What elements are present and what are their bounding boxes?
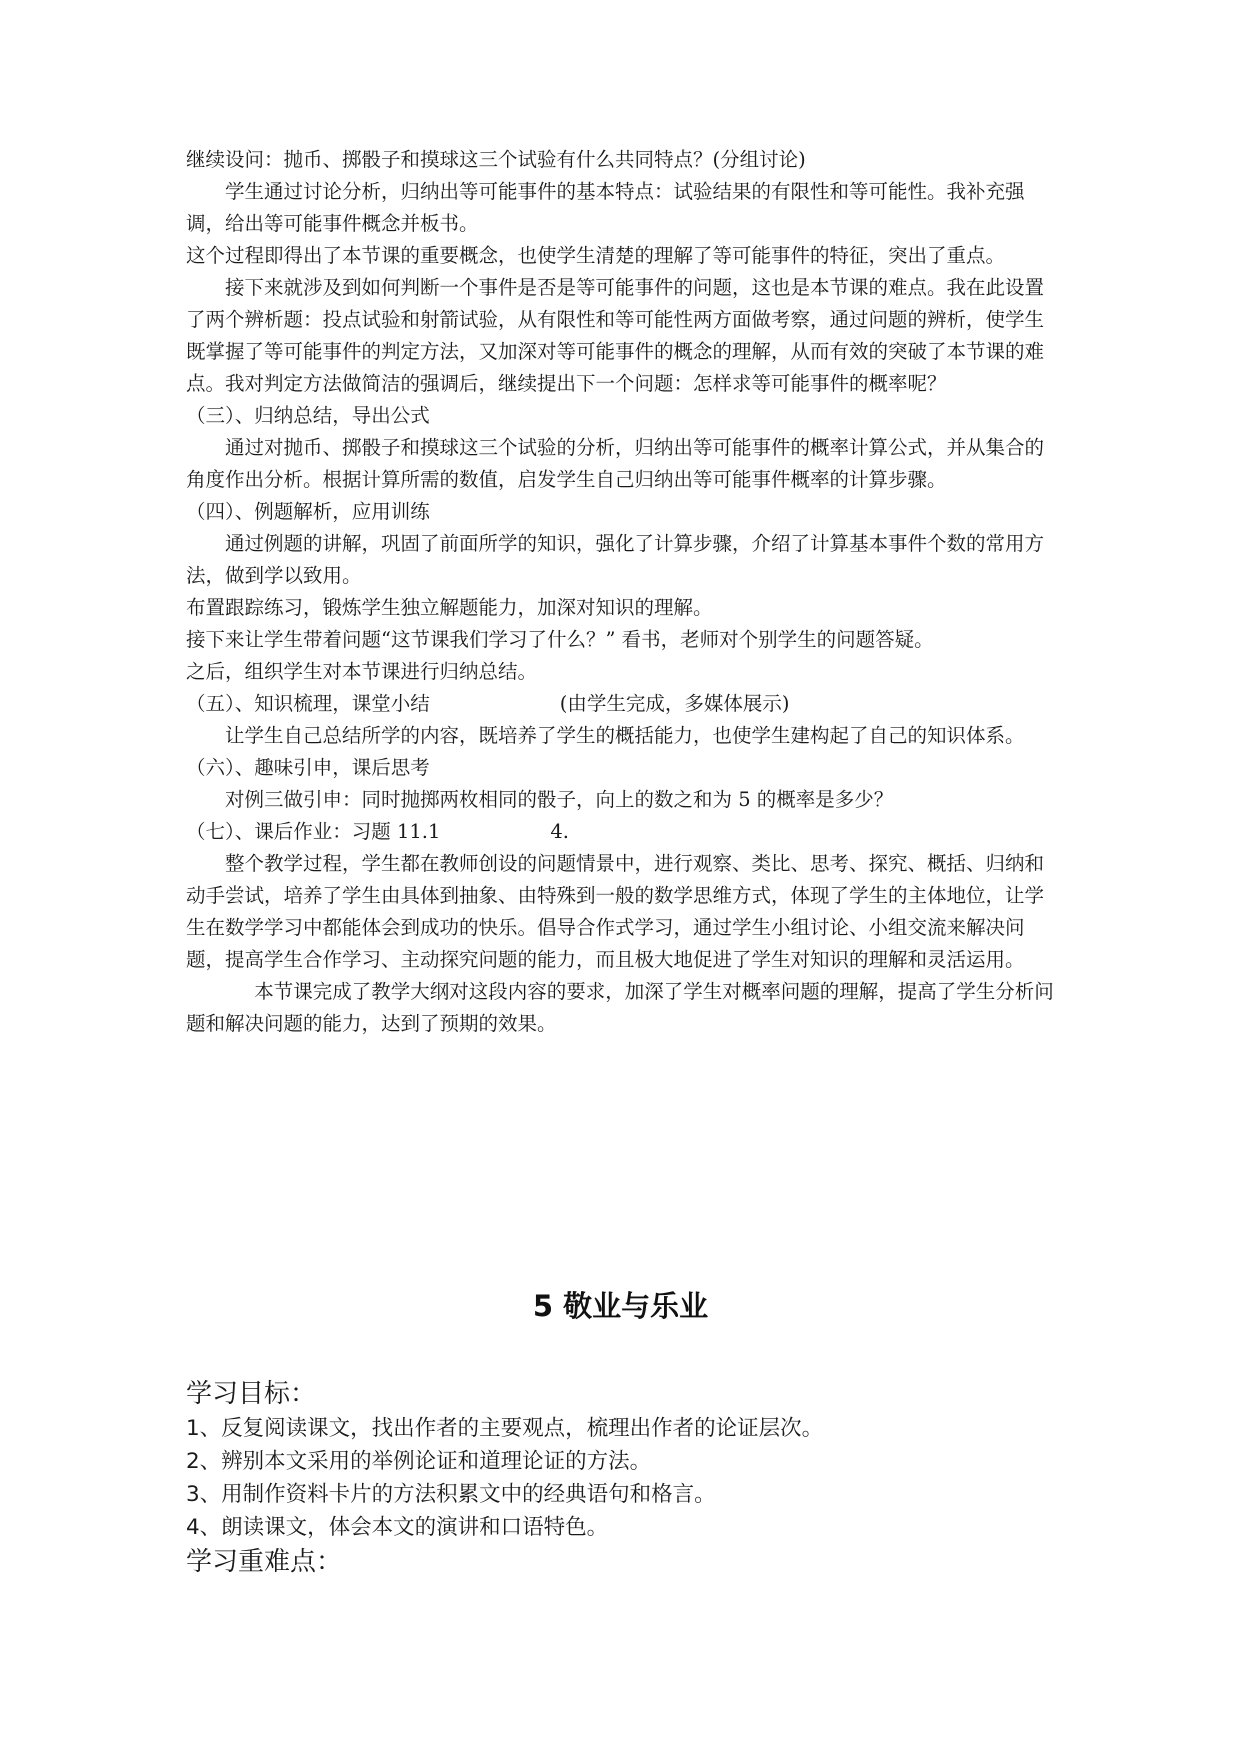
goal-item: 4、朗读课文，体会本文的演讲和口语特色。: [186, 1515, 609, 1540]
paragraph: 对例三做引申：同时抛掷两枚相同的骰子，向上的数之和为 5 的概率是多少？: [225, 788, 894, 811]
paragraph: 接下来让学生带着问题“这节课我们学习了什么？” 看书，老师对个别学生的问题答疑。: [186, 628, 934, 651]
lesson-reflection-text: [186, 144, 1056, 1040]
goal-item: 1、反复阅读课文，找出作者的主要观点，梳理出作者的论证层次。: [186, 1416, 824, 1441]
study-goals-section: [186, 1376, 1066, 1580]
section-heading: （三）、归纳总结，导出公式: [186, 404, 430, 427]
paragraph: 继续设问：抛币、掷骰子和摸球这三个试验有什么共同特点？(分组讨论): [186, 148, 806, 171]
homework-label: （七）、课后作业：习题 11.1: [186, 820, 441, 843]
section-title: （五）、知识梳理，课堂小结: [186, 692, 430, 715]
key-points-heading: 学习重难点：: [186, 1547, 343, 1577]
lesson-title: 5 敬业与乐业: [532, 1289, 709, 1323]
section-note: (由学生完成，多媒体展示): [559, 692, 790, 715]
section-heading: （四）、例题解析，应用训练: [186, 500, 430, 523]
section-heading: （六）、趣味引申，课后思考: [186, 756, 430, 779]
goal-item: 3、用制作资料卡片的方法积累文中的经典语句和格言。: [186, 1482, 716, 1507]
paragraph: 这个过程即得出了本节课的重要概念，也使学生清楚的理解了等可能事件的特征，突出了重点。: [186, 244, 1006, 267]
paragraph: 通过对抛币、掷骰子和摸球这三个试验的分析，归纳出等可能事件的概率计算公式，并从集合的角度作出分析。根据计算所需的数值，启发学生自己归纳出等可能事件概率的计算步骤。: [186, 436, 1045, 491]
paragraph: 让学生自己总结所学的内容，既培养了学生的概括能力，也使学生建构起了自己的知识体系。: [225, 724, 1025, 747]
section-heading: [186, 688, 1056, 720]
paragraph: 布置跟踪练习，锻炼学生独立解题能力，加深对知识的理解。: [186, 596, 713, 619]
paragraph: 本节课完成了教学大纲对这段内容的要求，加深了学生对概率问题的理解，提高了学生分析问题和解决问题的能力，达到了预期的效果。: [186, 980, 1054, 1035]
homework-number: 4.: [550, 820, 569, 843]
paragraph: 接下来就涉及到如何判断一个事件是否是等可能事件的问题，这也是本节课的难点。我在此设置了两个辨析题：投点试验和射箭试验，从有限性和等可能性两方面做考察，通过问题的辨析，使学生既掌握了等可能事件的判定方法，又加深对等可能事件的概念的理解，从而有效的突破了本节课的难点。我对判定方法做简洁的强调后，继续提出下一个问题：怎样求等可能事件的概率呢？: [186, 276, 1045, 395]
goal-item: 2、辨别本文采用的举例论证和道理论证的方法。: [186, 1449, 652, 1474]
paragraph: 学生通过讨论分析，归纳出等可能事件的基本特点：试验结果的有限性和等可能性。我补充强调，给出等可能事件概念并板书。: [186, 180, 1025, 235]
section-heading: [186, 816, 1056, 848]
study-goals-heading: 学习目标：: [186, 1379, 317, 1409]
paragraph: 之后，组织学生对本节课进行归纳总结。: [186, 660, 538, 683]
paragraph: 通过例题的讲解，巩固了前面所学的知识，强化了计算步骤，介绍了计算基本事件个数的常用方法，做到学以致用。: [186, 532, 1045, 587]
paragraph: 整个教学过程，学生都在教师创设的问题情景中，进行观察、类比、思考、探究、概括、归纳和动手尝试，培养了学生由具体到抽象、由特殊到一般的数学思维方式，体现了学生的主体地位，让学生在数学学习中都能体会到成功的快乐。倡导合作式学习，通过学生小组讨论、小组交流来解决问题，提高学生合作学习、主动探究问题的能力，而且极大地促进了学生对知识的理解和灵活运用。: [186, 852, 1045, 971]
